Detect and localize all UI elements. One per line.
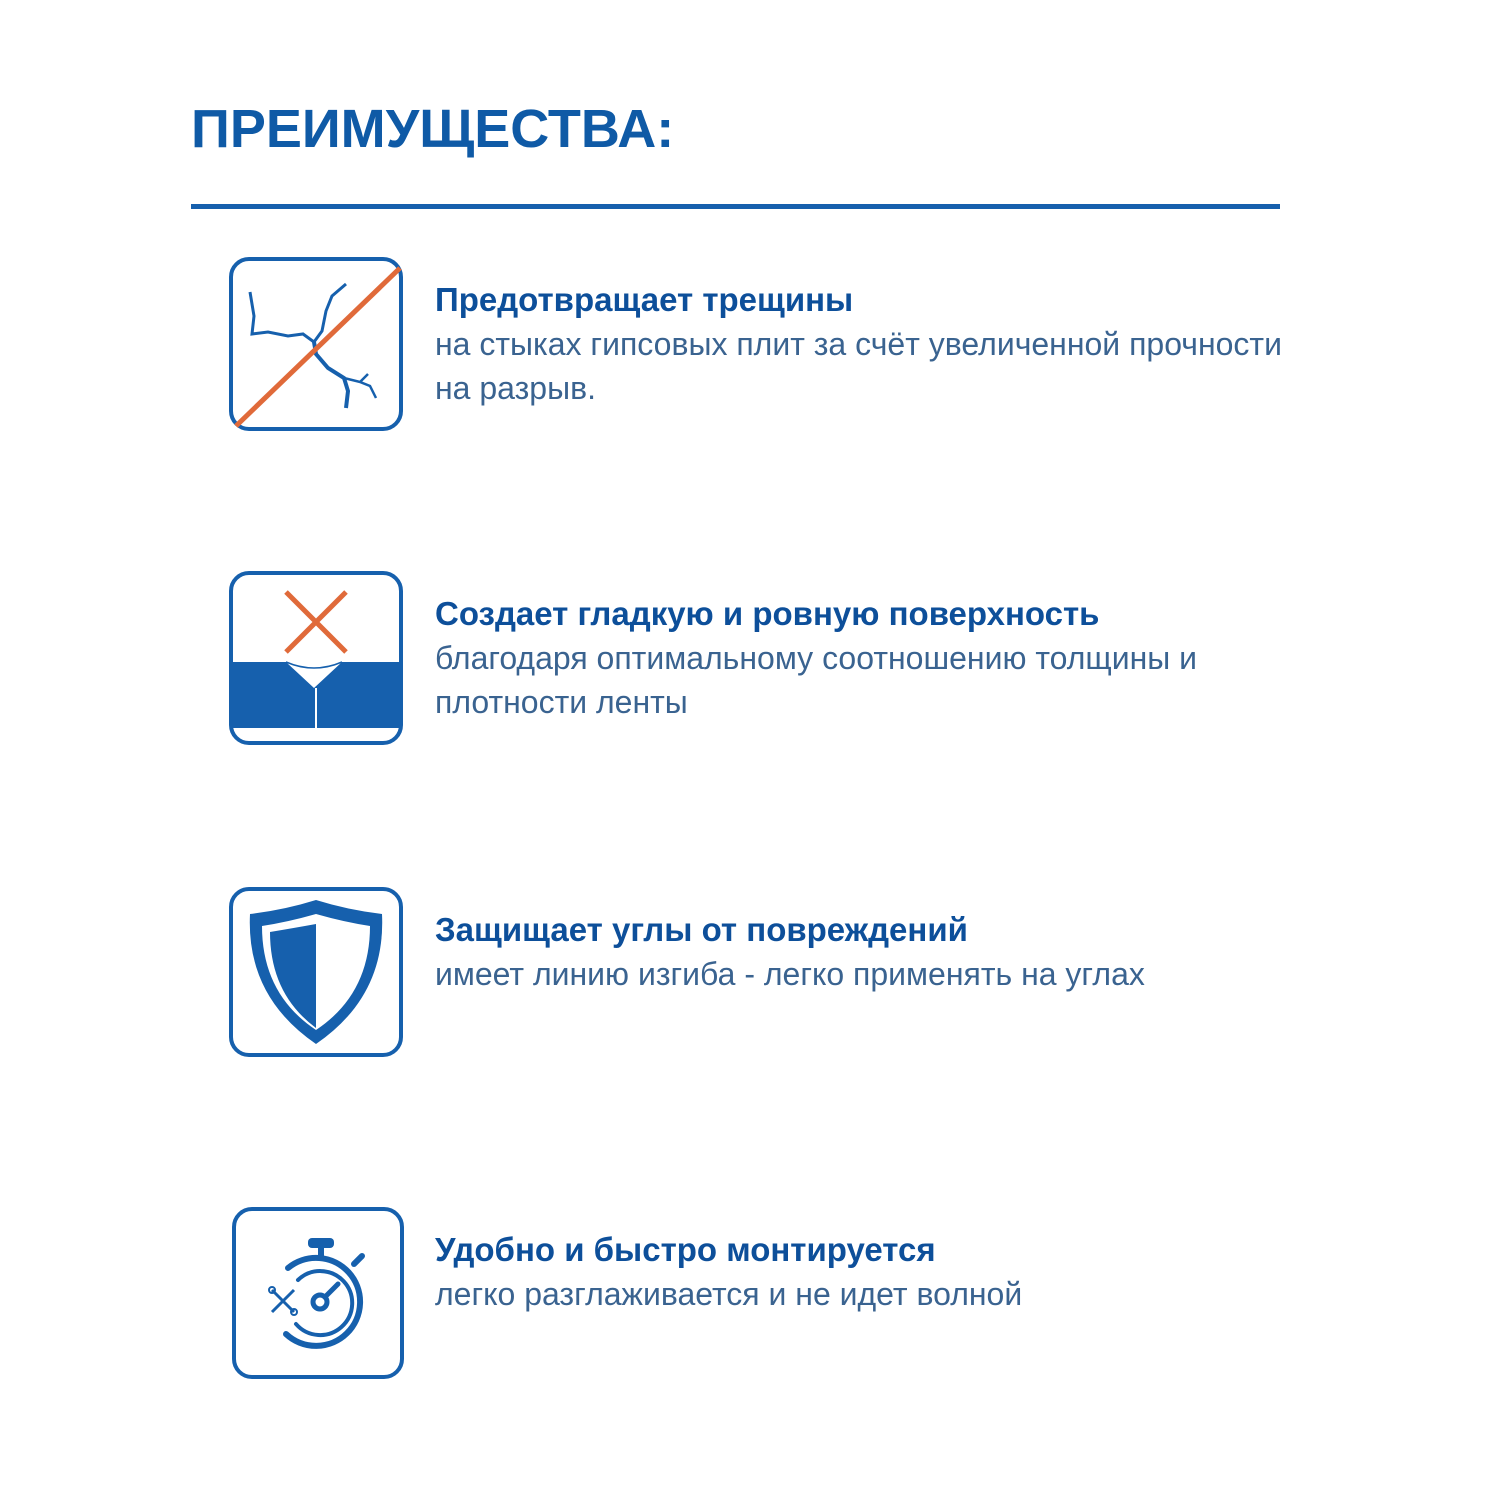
advantage-item: [228, 256, 1288, 436]
page-title: ПРЕИМУЩЕСТВА:: [191, 99, 675, 159]
stopwatch-tools-icon: [228, 1206, 404, 1382]
crack-crossed-icon: [228, 256, 404, 432]
advantage-description: благодаря оптимальному соотношению толщины и плотности ленты: [435, 640, 1198, 720]
smooth-surface-icon: [228, 570, 404, 746]
advantage-heading: Предотвращает трещины: [435, 281, 854, 318]
shield-icon: [228, 886, 404, 1062]
advantage-heading: Создает гладкую и ровную поверхность: [435, 595, 1100, 632]
advantage-item: [228, 570, 1288, 750]
title-divider: [191, 204, 1280, 209]
advantage-description: имеет линию изгиба - легко применять на углах: [435, 956, 1145, 992]
advantage-item: [228, 886, 1288, 1066]
advantage-description: легко разглаживается и не идет волной: [435, 1276, 1023, 1312]
advantage-heading: Удобно и быстро монтируется: [435, 1231, 936, 1268]
advantage-item: [228, 1206, 1288, 1386]
advantage-description: на стыках гипсовых плит за счёт увеличенной прочности на разрыв.: [435, 326, 1282, 406]
advantage-heading: Защищает углы от повреждений: [435, 911, 968, 948]
